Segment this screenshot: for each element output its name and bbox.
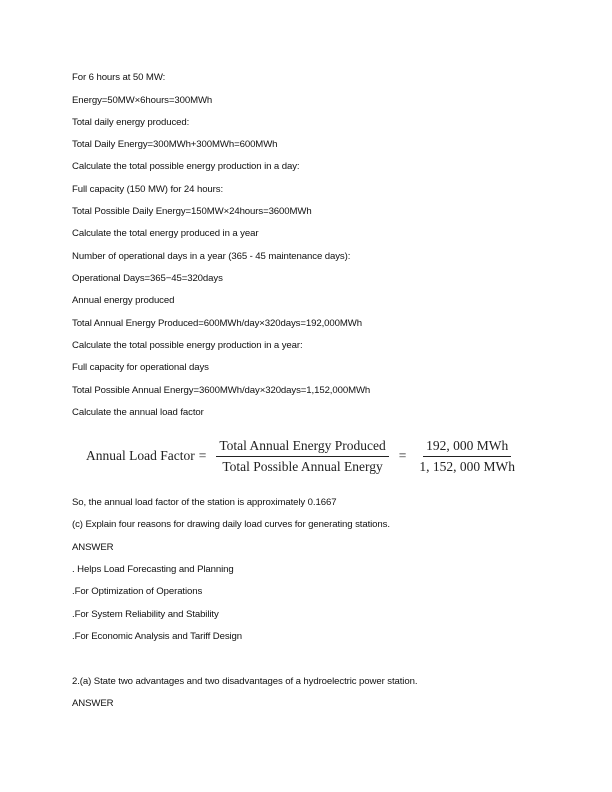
result-line: So, the annual load factor of the station is approximately 0.1667 (72, 497, 337, 508)
answer-label: ANSWER (72, 542, 114, 553)
text-line: Number of operational days in a year (365 - 45 maintenance days): (72, 251, 351, 262)
text-line: Calculate the total possible energy production in a day: (72, 161, 300, 172)
reason-item: .For Economic Analysis and Tariff Design (72, 631, 243, 642)
text-line: Total Annual Energy Produced=600MWh/day×320days=192,000MWh (72, 318, 362, 329)
text-line: Total Possible Daily Energy=150MW×24hours=3600MWh (72, 206, 312, 217)
equals-sign: = (198, 448, 207, 463)
reason-item: .For Optimization of Operations (72, 586, 203, 597)
fraction-denominator: Total Possible Annual Energy (222, 458, 383, 474)
equals-sign: = (398, 448, 407, 463)
formula-lhs: Annual Load Factor (86, 448, 195, 463)
answer-label: ANSWER (72, 698, 114, 709)
fraction-definition (216, 438, 388, 475)
question-2a: 2.(a) State two advantages and two disadvantages of a hydroelectric power station. (72, 676, 418, 687)
reason-item: .For System Reliability and Stability (72, 609, 219, 620)
text-line: Calculate the total possible energy production in a year: (72, 340, 303, 351)
reason-item: . Helps Load Forecasting and Planning (72, 564, 234, 575)
fraction-numerator: Total Annual Energy Produced (216, 438, 388, 457)
text-line: Full capacity (150 MW) for 24 hours: (72, 184, 224, 195)
fraction-values (416, 438, 518, 475)
text-line: Total Possible Annual Energy=3600MWh/day×320days=1,152,000MWh (72, 385, 371, 396)
text-line: Energy=50MW×6hours=300MWh (72, 95, 213, 106)
text-line: Total Daily Energy=300MWh+300MWh=600MWh (72, 139, 278, 150)
text-line: Annual energy produced (72, 295, 175, 306)
load-factor-formula (86, 434, 524, 478)
fraction-numerator: 192, 000 MWh (423, 438, 511, 457)
fraction-denominator: 1, 152, 000 MWh (419, 458, 515, 474)
text-line: Full capacity for operational days (72, 362, 209, 373)
text-line: Operational Days=365−45=320days (72, 273, 223, 284)
text-line: Calculate the annual load factor (72, 407, 204, 418)
text-line: For 6 hours at 50 MW: (72, 72, 166, 83)
question-c: (c) Explain four reasons for drawing daily load curves for generating stations. (72, 519, 390, 530)
text-line: Total daily energy produced: (72, 117, 190, 128)
text-line: Calculate the total energy produced in a year (72, 228, 259, 239)
